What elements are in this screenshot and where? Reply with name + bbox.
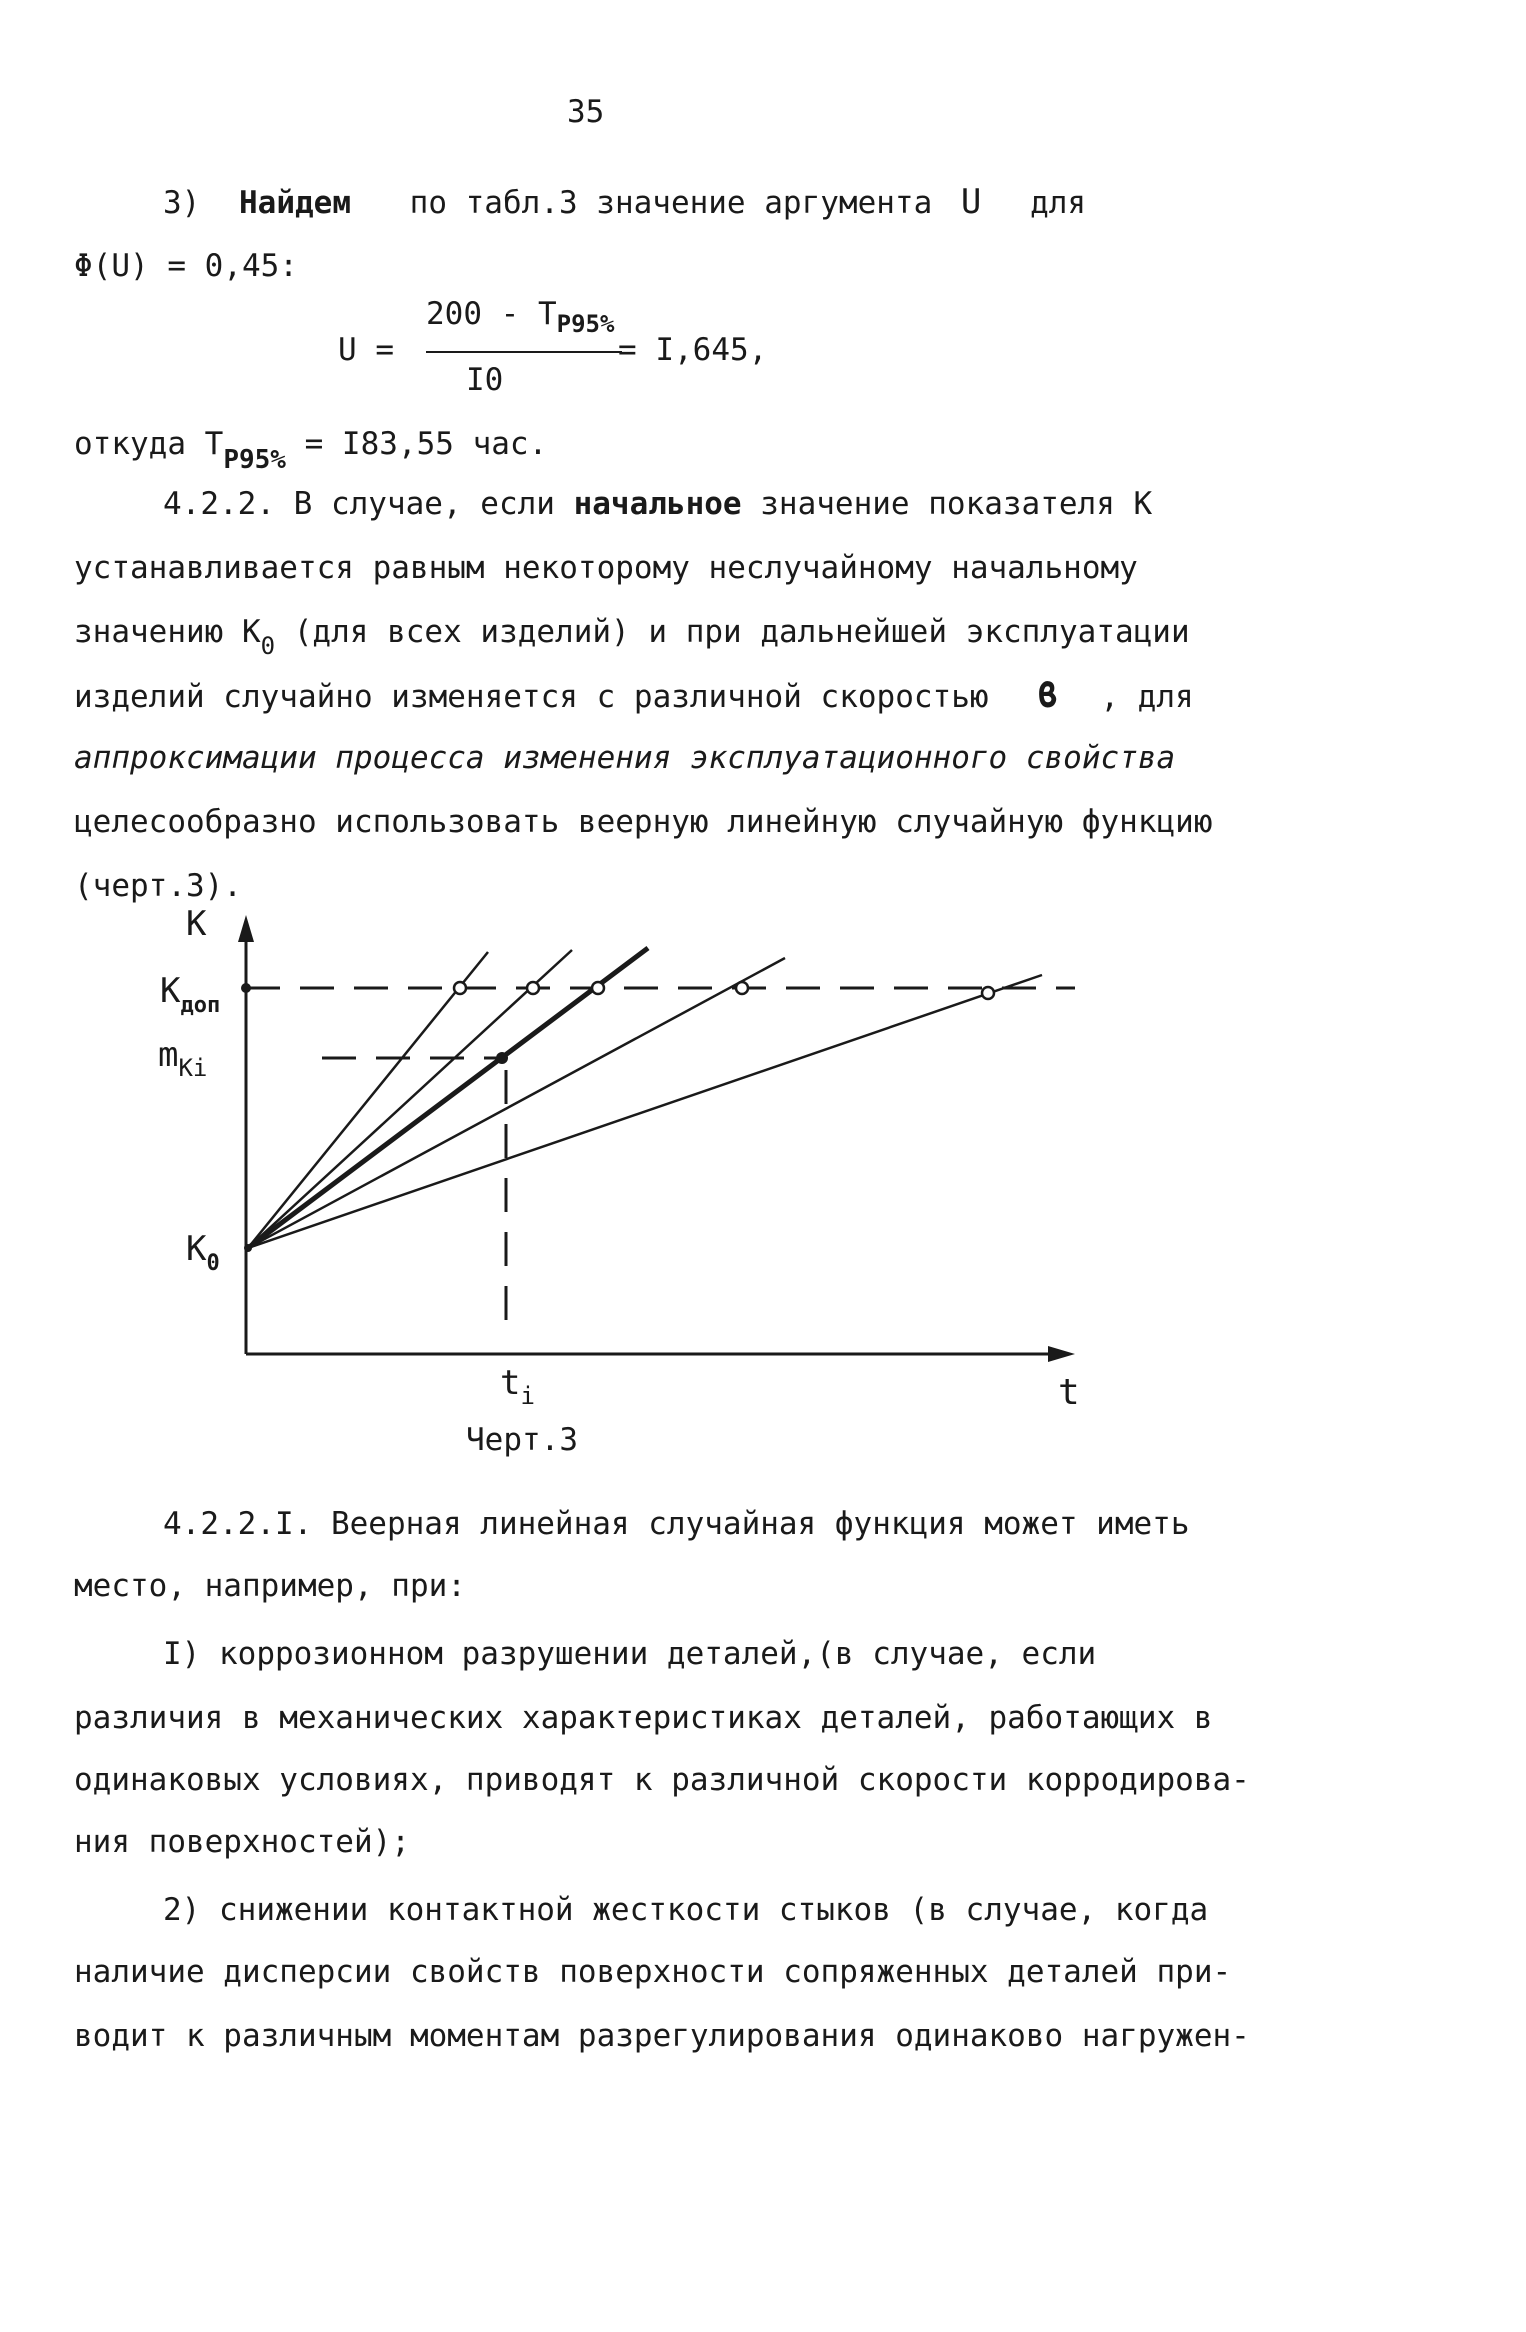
phi-condition: Φ(U) = 0,45: — [74, 248, 298, 284]
step3-tail: для — [1030, 185, 1087, 221]
fan-line-2 — [248, 950, 572, 1248]
fan-line-4 — [248, 975, 1042, 1248]
para422-line4-symbol: ϐ — [1037, 676, 1058, 716]
k0-point — [244, 1244, 252, 1252]
y-axis-arrow — [238, 915, 254, 942]
result-sub: P95% — [223, 445, 286, 475]
fan-line-1 — [248, 952, 488, 1248]
ti-label-main: t — [500, 1363, 521, 1403]
para422-line4-a: изделий случайно изменяется с различной скоростью — [74, 679, 989, 715]
para422-line3 — [74, 612, 1190, 660]
para422-line1-a: 4.2.2. В случае, если — [163, 486, 555, 522]
k-dop-label-sub: доп — [180, 993, 221, 1018]
step3-verb: Найдем — [239, 185, 351, 221]
para422-line3-b: (для всех изделий) и при дальнейшей эксплуатации — [293, 614, 1190, 650]
para422-line6: целесообразно использовать веерную линейную случайную функцию — [74, 804, 1213, 840]
k0-label-sub: 0 — [206, 1251, 220, 1276]
fraction-bar — [426, 351, 622, 353]
k0-label-main: K — [186, 1229, 207, 1269]
para422-line1 — [163, 484, 1152, 524]
step3-line — [163, 182, 1086, 223]
k-dop-label — [160, 971, 220, 1018]
x-axis-arrow — [1048, 1346, 1075, 1362]
formula-denominator: I0 — [466, 362, 504, 398]
para4221-line1: 4.2.2.I. Веерная линейная случайная функция может иметь — [163, 1506, 1190, 1542]
intersection-marker-2 — [527, 982, 539, 994]
figure-caption: Черт.3 — [466, 1422, 578, 1458]
para4221-line2: место, например, при: — [74, 1568, 466, 1604]
intersection-marker-mean — [592, 982, 604, 994]
k-dop-label-main: K — [160, 971, 181, 1011]
para422-line3-sub: 0 — [260, 632, 276, 660]
x-axis-label: t — [1058, 1372, 1080, 1413]
result-line — [74, 424, 548, 475]
list-item-2-line3: водит к различным моментам разрегулирования одинаково нагружен- — [74, 2018, 1250, 2054]
para422-line4 — [74, 676, 1194, 717]
intersection-marker-4 — [982, 987, 994, 999]
m-ki-mean-point — [496, 1052, 508, 1064]
formula-rhs: = I,645, — [618, 332, 768, 368]
step3-text: по табл.3 значение аргумента — [409, 185, 933, 221]
list-item-1-line3: одинаковых условиях, приводят к различной скорости корродирова- — [74, 1762, 1250, 1798]
list-item-2-line2: наличие дисперсии свойств поверхности сопряженных деталей при- — [74, 1954, 1232, 1990]
list-item-1-line1: I) коррозионном разрушении деталей,(в случае, если — [163, 1636, 1097, 1672]
page-number: 35 — [567, 94, 605, 130]
m-ki-label-sub: Ki — [178, 1054, 208, 1082]
fan-line-3 — [248, 958, 785, 1248]
para422-line1-c: значение показателя К — [760, 486, 1153, 522]
result-prefix: откуда T — [74, 426, 224, 462]
intersection-marker-1 — [454, 982, 466, 994]
result-value: = I83,55 час. — [304, 426, 548, 462]
para422-line7: (черт.3). — [74, 868, 242, 904]
para422-line2: устанавливается равным некоторому неслучайному начальному — [74, 550, 1138, 586]
fan-line-mean — [248, 948, 648, 1248]
k0-label — [186, 1229, 220, 1276]
ti-label-sub: i — [520, 1382, 535, 1410]
formula-numerator-sub: P95% — [556, 310, 615, 338]
y-axis-label: K — [186, 904, 207, 944]
formula-numerator-main: 200 - T — [426, 296, 557, 332]
para422-line3-a: значению К — [74, 614, 261, 650]
k-dop-axis-point — [241, 983, 251, 993]
list-item-2-line1: 2) снижении контактной жесткости стыков (в случае, когда — [163, 1892, 1209, 1928]
para422-line4-b: , для — [1100, 679, 1194, 715]
para422-line5: аппроксимации процесса изменения эксплуатационного свойства — [74, 740, 1176, 776]
list-item-1-line4: ния поверхностей); — [74, 1824, 410, 1860]
intersection-marker-3 — [736, 982, 748, 994]
m-ki-label-main: m — [158, 1035, 179, 1075]
list-item-1-line2: различия в механических характеристиках деталей, работающих в — [74, 1700, 1213, 1736]
step3-number: 3) — [163, 185, 201, 221]
ti-label — [500, 1363, 535, 1410]
formula-lhs: U = — [338, 332, 394, 368]
formula-numerator — [426, 294, 614, 336]
step3-arg: U — [960, 182, 982, 222]
para422-line1-bold: начальное — [573, 486, 742, 522]
m-ki-label — [158, 1035, 207, 1082]
